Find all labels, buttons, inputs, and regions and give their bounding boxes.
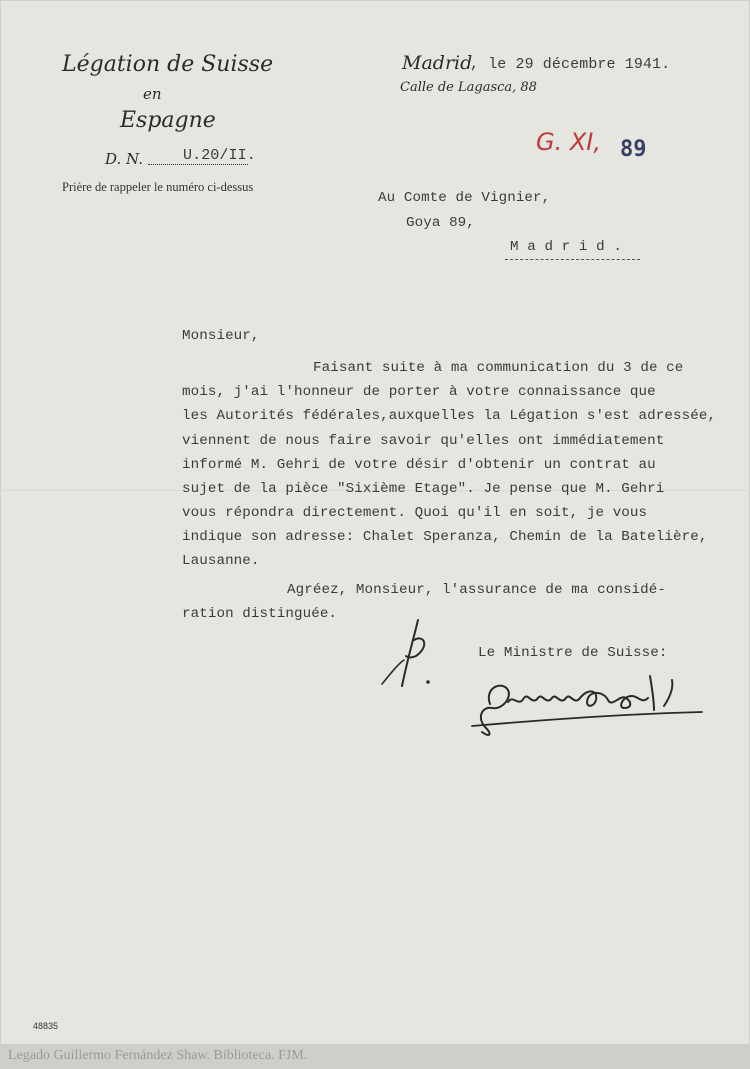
- body-line: sujet de la pièce "Sixième Etage". Je pense que M. Gehri: [182, 481, 665, 497]
- file-mark-red: G. XI,: [536, 128, 602, 156]
- signatory-title: Le Ministre de Suisse:: [478, 645, 668, 661]
- closing-line: ration distinguée.: [182, 606, 338, 622]
- file-mark-number: 89: [620, 137, 647, 162]
- dateline-street: Calle de Lagasca, 88: [400, 80, 537, 95]
- handwritten-signature: [462, 668, 732, 738]
- body-line: vous répondra directement. Quoi qu'il en soit, je vous: [182, 505, 648, 521]
- recipient-name: Au Comte de Vignier,: [378, 190, 551, 206]
- pp-mark-handwritten: [378, 612, 448, 692]
- closing-line: Agréez, Monsieur, l'assurance de ma considé-: [287, 582, 667, 598]
- reminder-text: Prière de rappeler le numéro ci-dessus: [62, 180, 254, 194]
- dateline-city: Madrid: [402, 52, 473, 74]
- body-line: informé M. Gehri de votre désir d'obtenir un contrat au: [182, 457, 656, 473]
- letterhead-legation: Légation de Suisse: [62, 52, 274, 77]
- archive-footer-text: Legado Guillermo Fernández Shaw. Biblioteca. FJM.: [8, 1048, 308, 1063]
- recipient-street: Goya 89,: [406, 215, 475, 231]
- body-line: Lausanne.: [182, 553, 260, 569]
- body-line: les Autorités fédérales,auxquelles la Légation s'est adressée,: [182, 408, 717, 424]
- inventory-number: 48835: [33, 1021, 59, 1031]
- recipient-city-underline: [505, 259, 640, 260]
- body-line: Faisant suite à ma communication du 3 de ce: [313, 360, 684, 376]
- dateline-date: , le 29 décembre 1941.: [470, 56, 671, 73]
- salutation: Monsieur,: [182, 328, 260, 344]
- body-line: indique son adresse: Chalet Speranza, Chemin de la Batelière,: [182, 529, 708, 545]
- body-line: viennent de nous faire savoir qu'elles ont immédiatement: [182, 433, 665, 449]
- dn-number: U.20/II.: [183, 147, 256, 164]
- body-line: mois, j'ai l'honneur de porter à votre connaissance que: [182, 384, 656, 400]
- letterhead-country: Espagne: [120, 108, 216, 133]
- dn-label: D. N.: [105, 150, 143, 168]
- letterhead-en: en: [143, 85, 162, 103]
- dn-dotted-line: [148, 164, 248, 165]
- recipient-city: M a d r i d .: [510, 239, 622, 255]
- archive-footer: [0, 1045, 750, 1069]
